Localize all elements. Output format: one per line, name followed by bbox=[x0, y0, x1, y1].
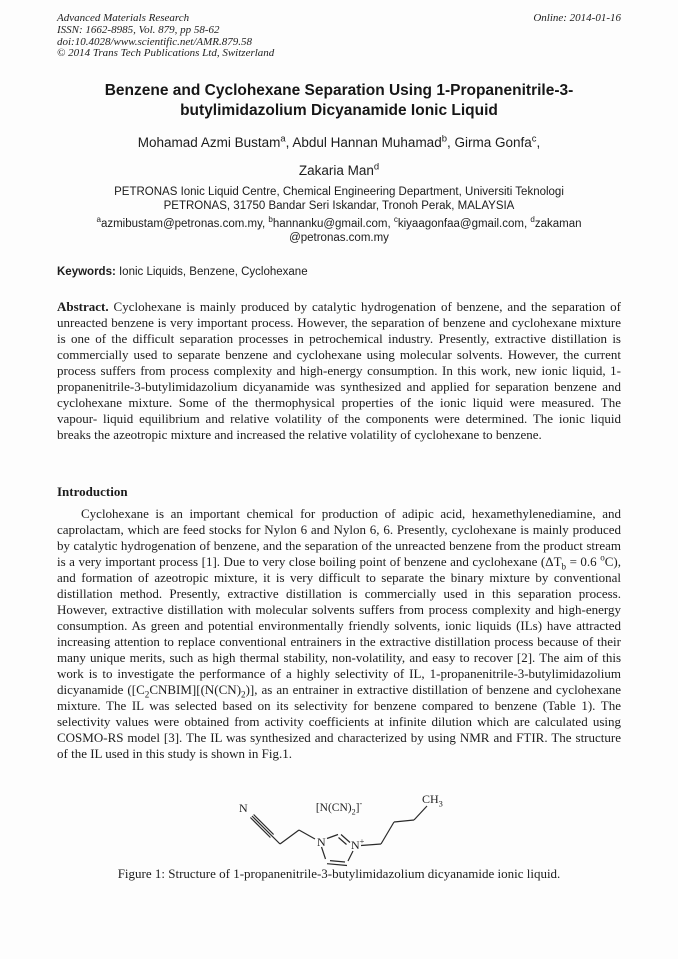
affiliation: PETRONAS Ionic Liquid Centre, Chemical Engineering Department, Universiti Teknologi PETRONAS, 31750 Bandar Seri Iskandar, Tronoh Perak, MALAYSIA bbox=[114, 186, 564, 212]
journal-header bbox=[57, 13, 621, 60]
keywords-text: Ionic Liquids, Benzene, Cyclohexane bbox=[115, 266, 308, 278]
author-emails: $^a$azmibustam@petronas.com.my, $^b$hannanku@gmail.com, $^c$kiyaagonfaa@gmail.com, $^d$zakaman @petronas.com.my bbox=[96, 215, 582, 244]
abstract-paragraph bbox=[57, 299, 621, 443]
methyl-group-label: $CH_3$ bbox=[422, 792, 443, 809]
journal-name: Advanced Materials Research bbox=[57, 12, 190, 24]
figure-1-structure bbox=[222, 790, 464, 868]
journal-doi: doi:10.4028/www.scientific.net/AMR.879.58 bbox=[57, 35, 253, 48]
online-date: Online: 2014-01-16 bbox=[533, 12, 621, 24]
author-list: Mohamad Azmi Bustam$^a$, Abdul Hannan Muhamad$^b$, Girma Gonfa$^c$, Zakaria Man$^d$ bbox=[137, 133, 541, 178]
journal-copyright: © 2014 Trans Tech Publications Ltd, Switzerland bbox=[57, 47, 275, 60]
journal-header-left bbox=[57, 13, 274, 60]
nitrile-nitrogen-label: N bbox=[239, 801, 248, 815]
paper-title: Benzene and Cyclohexane Separation Using 1-Propanenitrile-3- butylimidazolium Dicyanamide Ionic Liquid bbox=[104, 82, 574, 119]
keywords-label: Keywords: bbox=[57, 266, 116, 278]
introduction-heading: Introduction bbox=[57, 484, 128, 499]
ring-nitrogen-left-label: N bbox=[317, 835, 326, 849]
journal-issn: ISSN: 1662-8985, Vol. 879, pp 58-62 bbox=[57, 23, 220, 36]
ring-nitrogen-right-label: N+ bbox=[351, 837, 365, 852]
figure-1-caption: Figure 1: Structure of 1-propanenitrile-3-butylimidazolium dicyanamide ionic liquid. bbox=[117, 866, 561, 881]
abstract-label: Abstract. bbox=[57, 299, 109, 314]
introduction-paragraph: Cyclohexane is an important chemical for production of adipic acid, hexamethylenediamine, and caprolactam, which are feed stocks for Nylon 6 and Nylon 6, 6. Presently, cyclohexane is mainly produced by catalytic hydrogenation of benzene, and the separation of the unreacted benzene from the product stream is a very important process [1]. Due to very close boiling point of benzene and cyclohexane ($\Delta T_b = 0.6$ $^o$C), and formation of azeotropic mixture, it is very difficult to separate the binary mixture by conventional distillation method. Presently, extractive distillation is commercially used in this separation process. However, extractive distillation with molecular solvents suffers from process complexity and high-energy consumption. As green and potential environmentally friendly solvents, ionic liquids (ILs) have attracted increasing attention to replace conventional entrainers in the extractive distillation process because of their many unique merits, such as high thermal stability, non-volatility, and easy to recover [2]. The aim of this work is to investigate the performance of a highly selectivity of IL, 1-propanenitrile-3-butylimidazolium dicyanamide ($[C_2CNBIM][(N(CN)_2)]$, as an entrainer in extractive distillation of benzene and cyclohexane mixture. The IL was selected based on its selectivity for benzene compared to benzene (Table 1). The selectivity values were obtained from activity coefficients at infinite dilution which are calculated using COSMO-RS model [3]. The IL was synthesized and characterized by using NMR and FTIR. The structure of the IL used in this study is shown in Fig.1. bbox=[57, 506, 622, 761]
abstract-text: Cyclohexane is mainly produced by catalytic hydrogenation of benzene, and the separation of unreacted benzene is very important process. However, the separation of benzene and cyclohexane mixture is one of the difficult separation processes in petrochemical industry. Presently, extractive distillation is commercially used to separate benzene and cyclohexane using molecular solvents. However, the current process suffers from process complexity and high-energy consumption. In this work, new ionic liquid, 1-propanenitrile-3-butylimidazolium dicyanamide was synthesized and applied for separation benzene and cyclohexane mixture. Some of the thermophysical properties of the ionic liquid were measured. The vapour- liquid equilibrium and relative volatility of the components were determined. The ionic liquid breaks the azeotropic mixture and increased the relative volatility of cyclohexane to benzene. bbox=[57, 299, 621, 442]
dicyanamide-anion-label: $[N(CN)_2]^-$ bbox=[315, 799, 363, 817]
keywords-line bbox=[57, 265, 621, 279]
